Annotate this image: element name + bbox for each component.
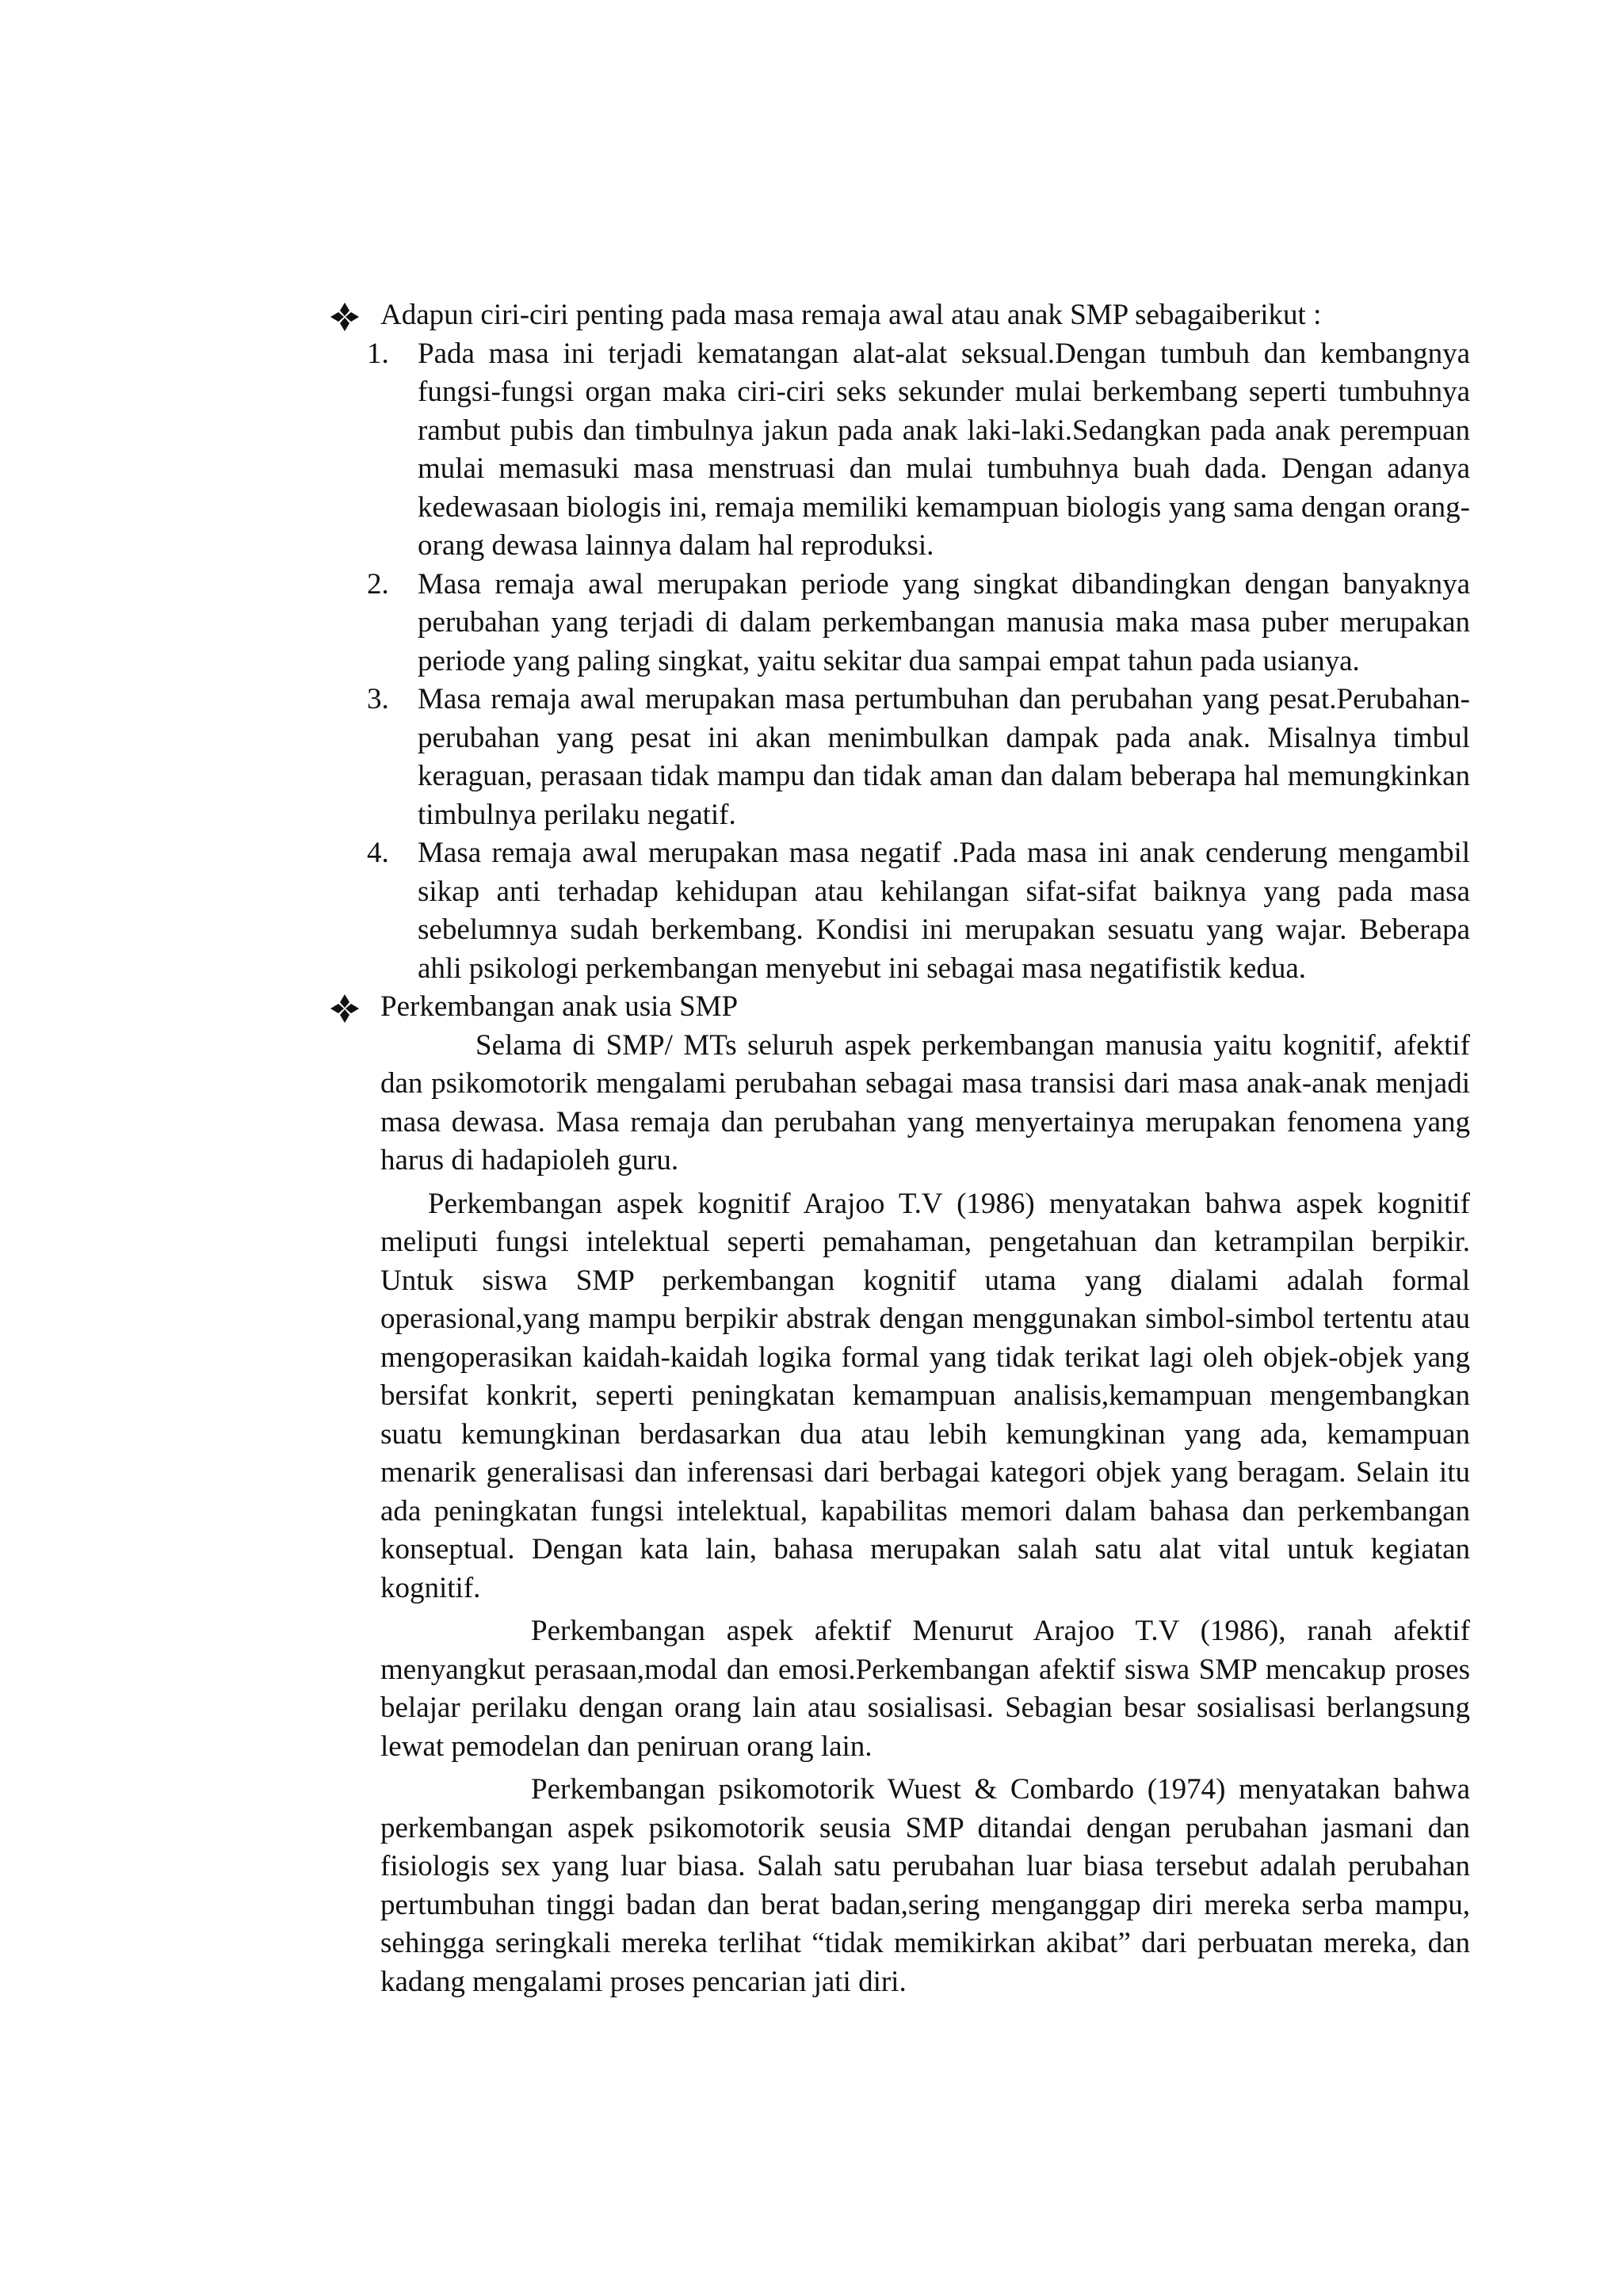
list-item: [367, 335, 1470, 566]
document-page: [329, 296, 1470, 2001]
development-body: [329, 1027, 1470, 2002]
paragraph-cognitive: Perkembangan aspek kognitif Arajoo T.V (1986) menyatakan bahwa aspek kognitif meliputi fungsi intelektual seperti pemahaman, pengetahuan dan ketrampilan berpikir. Untuk siswa SMP perkembangan kognitif utama yang dialami adalah formal operasional,yang mampu berpikir abstrak dengan menggunakan simbol-simbol tertentu atau mengoperasikan kaidah-kaidah logika formal yang tidak terikat lagi oleh objek-objek yang bersifat konkrit, seperti peningkatan kemampuan analisis,kemampuan mengembangkan suatu kemungkinan berdasarkan dua atau lebih kemungkinan yang ada, kemampuan menarik generalisasi dan inferensasi dari berbagai kategori objek yang beragam. Selain itu ada peningkatan fungsi intelektual, kapabilitas memori dalam bahasa dan perkembangan konseptual. Dengan kata lain, bahasa merupakan salah satu alat vital untuk kegiatan kognitif.: [380, 1187, 1470, 1604]
list-number: 4.: [367, 837, 389, 869]
list-item-text: Pada masa ini terjadi kematangan alat-alat seksual.Dengan tumbuh dan kembangnya fungsi-fungsi organ maka ciri-ciri seks sekunder mulai berkembang seperti tumbuhnya rambut pubis dan timbulnya jakun pada anak laki-laki.Sedangkan pada anak perempuan mulai memasuki masa menstruasi dan mulai tumbuhnya buah dada. Dengan adanya kedewasaan biologis ini, remaja memiliki kemampuan biologis yang sama dengan orang-orang dewasa lainnya dalam hal reproduksi.: [418, 337, 1470, 562]
list-number: 2.: [367, 567, 389, 601]
list-item: [367, 681, 1470, 834]
list-item: [367, 834, 1470, 988]
list-number: 1.: [367, 337, 389, 370]
four-diamond-bullet-icon: [329, 301, 361, 333]
characteristics-list: [329, 335, 1470, 989]
four-diamond-bullet-icon: [329, 993, 361, 1024]
list-item-text: Masa remaja awal merupakan masa pertumbuhan dan perubahan yang pesat.Perubahan-perubahan yang pesat ini akan menimbulkan dampak pada anak. Misalnya timbul keraguan, perasaan tidak mampu dan tidak aman dan dalam beberapa hal memungkinkan timbulnya perilaku negatif.: [418, 683, 1470, 831]
list-item-text: Masa remaja awal merupakan periode yang singkat dibandingkan dengan banyaknya perubahan yang terjadi di dalam perkembangan manusia maka masa puber merupakan periode yang paling singkat, yaitu sekitar dua sampai empat tahun pada usianya.: [418, 567, 1470, 677]
section-characteristics: [329, 296, 1470, 335]
paragraph-psychomotor: Perkembangan psikomotorik Wuest & Combardo (1974) menyatakan bahwa perkembangan aspek psikomotorik seusia SMP ditandai dengan perubahan jasmani dan fisiologis sex yang luar biasa. Salah satu perubahan luar biasa tersebut adalah perubahan pertumbuhan tinggi badan dan berat badan,sering menganggap diri mereka serba mampu, sehingga seringkali mereka terlihat “tidak memikirkan akibat” dari perbuatan mereka, dan kadang mengalami proses pencarian jati diri.: [380, 1773, 1470, 1998]
section-heading: Perkembangan anak usia SMP: [380, 990, 739, 1023]
list-item: [367, 566, 1470, 681]
paragraph-intro: Selama di SMP/ MTs seluruh aspek perkembangan manusia yaitu kognitif, afektif dan psikomotorik mengalami perubahan sebagai masa transisi dari masa anak-anak menjadi masa dewasa. Masa remaja dan perubahan yang menyertainya merupakan fenomena yang harus di hadapioleh guru.: [380, 1028, 1470, 1177]
paragraph-affective: Perkembangan aspek afektif Menurut Arajoo T.V (1986), ranah afektif menyangkut perasaan,modal dan emosi.Perkembangan afektif siswa SMP mencakup proses belajar perilaku dengan orang lain atau sosialisasi. Sebagian besar sosialisasi berlangsung lewat pemodelan dan peniruan orang lain.: [380, 1615, 1470, 1763]
section-heading: Adapun ciri-ciri penting pada masa remaja awal atau anak SMP sebagaiberikut :: [380, 299, 1322, 331]
list-item-text: Masa remaja awal merupakan masa negatif .Pada masa ini anak cenderung mengambil sikap anti terhadap kehidupan atau kehilangan sifat-sifat baiknya yang pada masa sebelumnya sudah berkembang. Kondisi ini merupakan sesuatu yang wajar. Beberapa ahli psikologi perkembangan menyebut ini sebagai masa negatifistik kedua.: [418, 837, 1470, 985]
section-development: [329, 988, 1470, 1027]
list-number: 3.: [367, 683, 389, 715]
